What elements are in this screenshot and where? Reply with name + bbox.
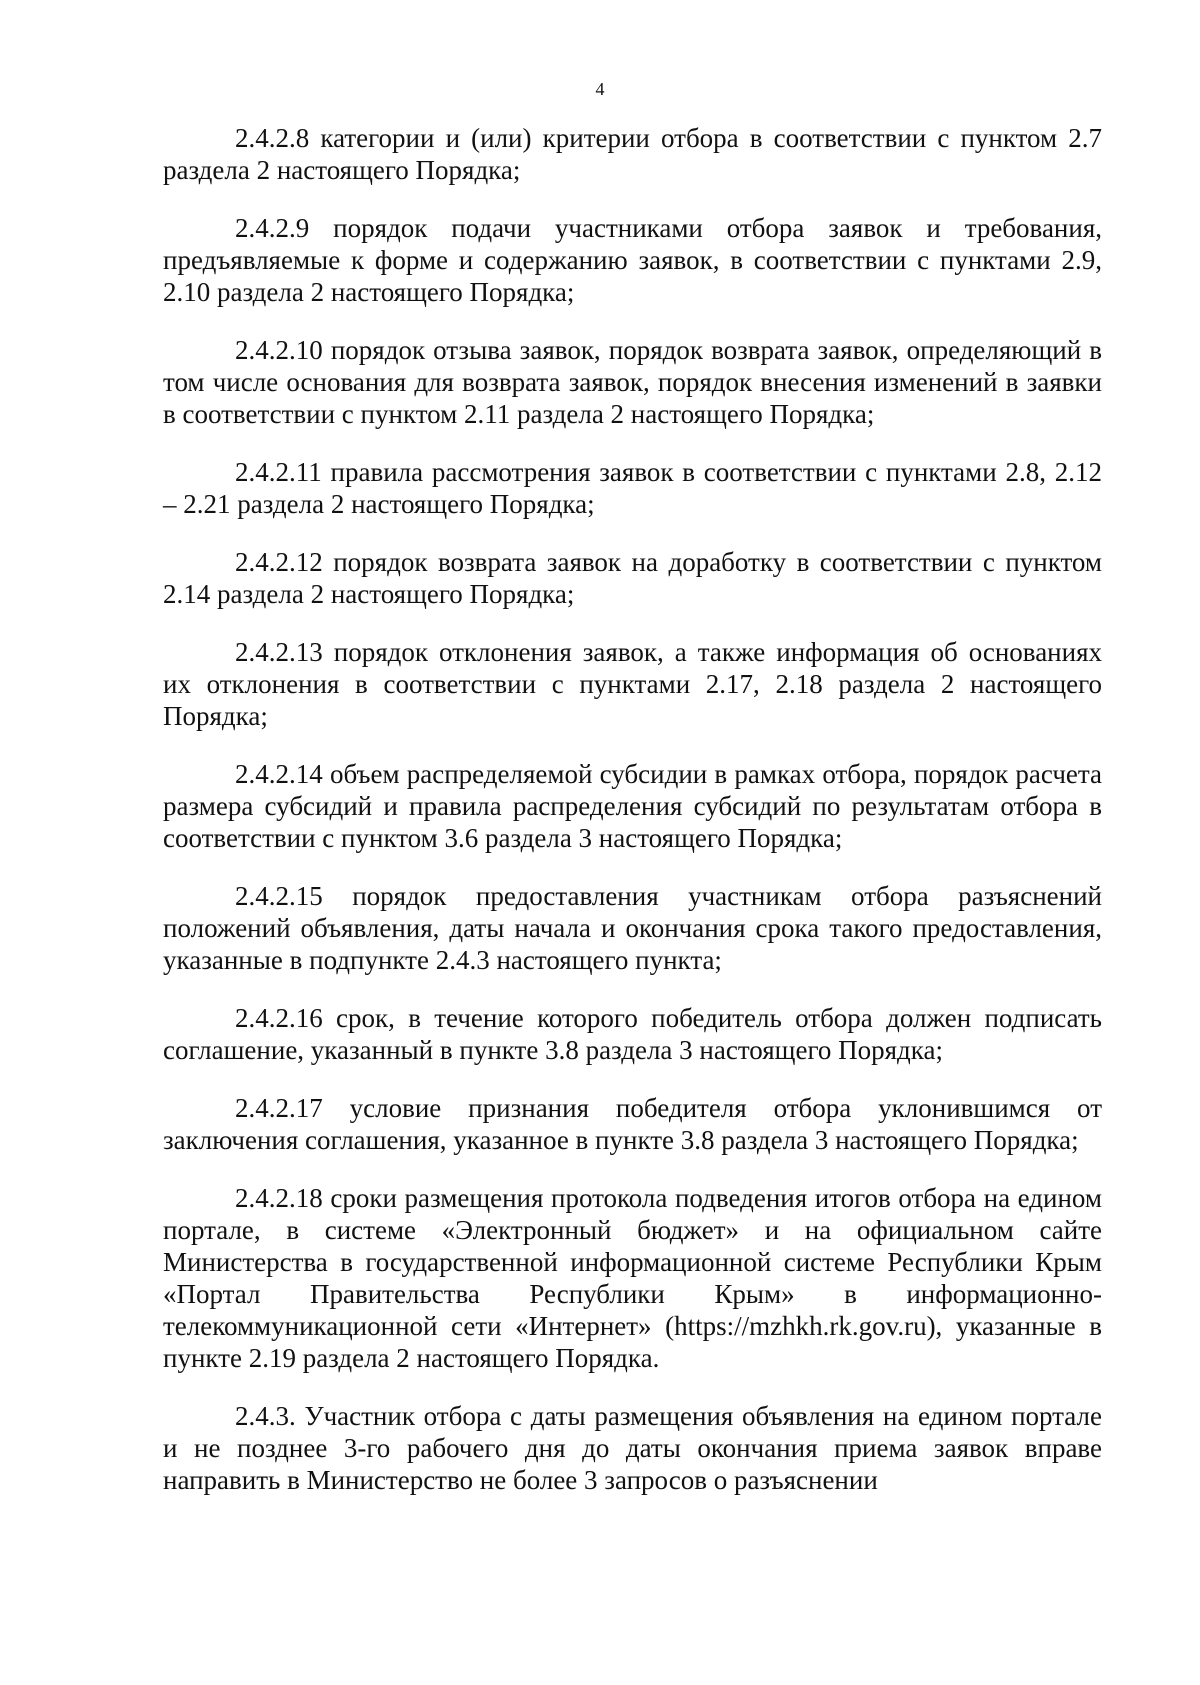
paragraph-2-4-3: 2.4.3. Участник отбора с даты размещения объявления на едином портале и не позднее 3-го рабочего дня до даты окончания приема заявок вправе направить в Министерство не более 3 запросов о разъяснении [163, 1401, 1102, 1495]
paragraph-2-4-2-8: 2.4.2.8 категории и (или) критерии отбора в соответствии с пунктом 2.7 раздела 2 настоящего Порядка; [163, 123, 1102, 185]
paragraph-2-4-2-18: 2.4.2.18 сроки размещения протокола подведения итогов отбора на едином портале, в системе «Электронный бюджет» и на официальном сайте Министерства в государственной информационной системе Республики Крым «Портал Правительства Республики Крым» в информационно-телекоммуникационной сети «Интернет» (https://mzhkh.rk.gov.ru), указанные в пункте 2.19 раздела 2 настоящего Порядка. [163, 1183, 1102, 1373]
paragraph-2-4-2-16: 2.4.2.16 срок, в течение которого победитель отбора должен подписать соглашение, указанный в пункте 3.8 раздела 3 настоящего Порядка; [163, 1003, 1102, 1065]
paragraph-2-4-2-9: 2.4.2.9 порядок подачи участниками отбора заявок и требования, предъявляемые к форме и содержанию заявок, в соответствии с пунктами 2.9, 2.10 раздела 2 настоящего Порядка; [163, 213, 1102, 307]
paragraph-2-4-2-12: 2.4.2.12 порядок возврата заявок на доработку в соответствии с пунктом 2.14 раздела 2 настоящего Порядка; [163, 547, 1102, 609]
paragraph-2-4-2-13: 2.4.2.13 порядок отклонения заявок, а также информация об основаниях их отклонения в соответствии с пунктами 2.17, 2.18 раздела 2 настоящего Порядка; [163, 637, 1102, 731]
page-number: 4 [595, 79, 605, 99]
paragraph-2-4-2-14: 2.4.2.14 объем распределяемой субсидии в рамках отбора, порядок расчета размера субсидий и правила распределения субсидий по результатам отбора в соответствии с пунктом 3.6 раздела 3 настоящего Порядка; [163, 759, 1102, 853]
paragraph-2-4-2-15: 2.4.2.15 порядок предоставления участникам отбора разъяснений положений объявления, даты начала и окончания срока такого предоставления, указанные в подпункте 2.4.3 настоящего пункта; [163, 881, 1102, 975]
document-body [163, 122, 1102, 1522]
paragraph-2-4-2-10: 2.4.2.10 порядок отзыва заявок, порядок возврата заявок, определяющий в том числе основания для возврата заявок, порядок внесения изменений в заявки в соответствии с пунктом 2.11 раздела 2 настоящего Порядка; [163, 335, 1102, 429]
paragraph-2-4-2-17: 2.4.2.17 условие признания победителя отбора уклонившимся от заключения соглашения, указанное в пункте 3.8 раздела 3 настоящего Порядка; [163, 1093, 1102, 1155]
paragraph-2-4-2-11: 2.4.2.11 правила рассмотрения заявок в соответствии с пунктами 2.8, 2.12 – 2.21 раздела 2 настоящего Порядка; [163, 457, 1102, 519]
